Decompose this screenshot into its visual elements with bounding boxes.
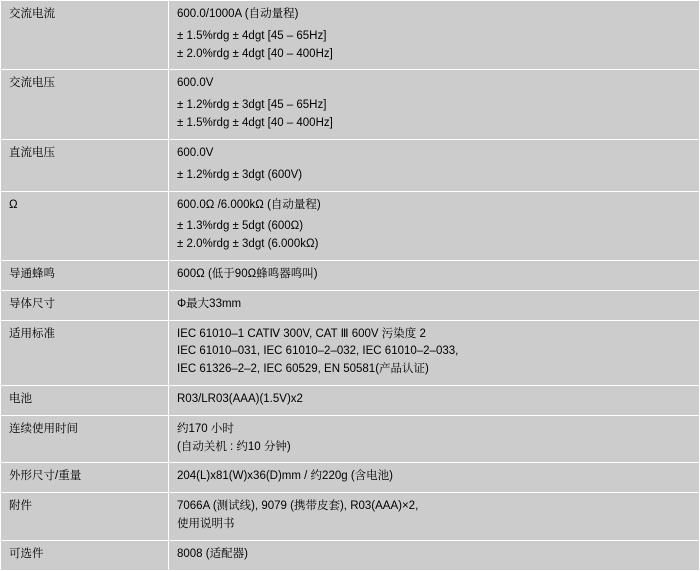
spec-label-text: 电池	[9, 393, 32, 405]
spec-label-text: 交流电压	[9, 77, 55, 90]
spec-value-line: Φ最大33mm	[177, 297, 242, 310]
table-row	[1, 290, 700, 320]
table-row	[1, 540, 700, 570]
table-row	[1, 320, 700, 385]
spec-value-line: 约170 小时	[177, 422, 234, 435]
spec-label-text: 直流电压	[9, 146, 55, 159]
spec-value-line: (自动关机 : 约10 分钟)	[177, 440, 291, 453]
spec-label-cell	[1, 139, 169, 191]
spec-value-cell	[169, 290, 700, 320]
spec-value-line: IEC 61010–1 CATⅣ 300V, CAT Ⅲ 600V 污染度 2	[177, 327, 426, 340]
spec-value-cell	[169, 386, 700, 416]
spec-value-line: ± 1.5%rdg ± 4dgt [45 – 65Hz]	[177, 29, 327, 42]
spec-label-text: 交流电流	[9, 8, 55, 20]
spec-value-line: 600.0Ω /6.000kΩ (自动量程)	[177, 198, 321, 211]
spec-value-cell	[169, 139, 700, 191]
spec-label-text: Ω	[9, 198, 18, 211]
table-row	[1, 191, 700, 260]
spec-value-line: IEC 61010–031, IEC 61010–2–032, IEC 61010–2–033,	[177, 345, 459, 358]
spec-label-cell	[1, 463, 169, 493]
spec-value-cell	[169, 493, 700, 541]
spec-value-line: ± 1.5%rdg ± 4dgt [40 – 400Hz]	[177, 117, 333, 130]
spec-value-line: 204(L)x81(W)x36(D)mm / 约220g (含电池)	[177, 470, 393, 483]
spec-value-line: ± 1.2%rdg ± 3dgt (600V)	[177, 168, 303, 181]
spec-label-cell	[1, 290, 169, 320]
spec-value-line: R03/LR03(AAA)(1.5V)x2	[177, 393, 303, 405]
spec-label-cell	[1, 320, 169, 385]
table-row	[1, 260, 700, 290]
spec-label-text: 导体尺寸	[9, 297, 55, 310]
spec-label-text: 附件	[9, 500, 32, 513]
spec-label-text: 连续使用时间	[9, 422, 78, 435]
spec-value-line: 使用说明书	[177, 518, 235, 531]
table-row	[1, 463, 700, 493]
spec-value-line: ± 1.2%rdg ± 3dgt [45 – 65Hz]	[177, 99, 327, 112]
table-row	[1, 1, 700, 70]
spec-value-line: 600.0V	[177, 77, 214, 90]
spec-label-cell	[1, 1, 169, 70]
spec-value-cell	[169, 415, 700, 463]
table-row	[1, 139, 700, 191]
spec-value-cell	[169, 463, 700, 493]
spec-value-line: ± 2.0%rdg ± 3dgt (6.000kΩ)	[177, 238, 319, 251]
spec-value-line: 8008 (适配器)	[177, 547, 248, 560]
spec-label-cell	[1, 260, 169, 290]
spec-label-text: 适用标准	[9, 327, 55, 340]
table-row	[1, 386, 700, 416]
spec-value-line: ± 2.0%rdg ± 4dgt [40 – 400Hz]	[177, 47, 333, 60]
spec-label-cell	[1, 70, 169, 139]
table-row	[1, 493, 700, 541]
spec-value-cell	[169, 540, 700, 570]
spec-label-cell	[1, 540, 169, 570]
spec-label-cell	[1, 415, 169, 463]
spec-label-text: 导通蜂鸣	[9, 267, 55, 280]
spec-value-line: 7066A (测试线), 9079 (携带皮套), R03(AAA)×2,	[177, 500, 419, 513]
spec-value-line: IEC 61326–2–2, IEC 60529, EN 50581(产品认证)	[177, 363, 429, 376]
spec-label-cell	[1, 386, 169, 416]
spec-label-text: 可选件	[9, 547, 44, 560]
spec-value-cell	[169, 1, 700, 70]
spec-value-line: 600.0/1000A (自动量程)	[177, 8, 299, 20]
table-row	[1, 70, 700, 139]
spec-label-text: 外形尺寸/重量	[9, 470, 82, 483]
table-row	[1, 415, 700, 463]
spec-value-cell	[169, 320, 700, 385]
spec-value-cell	[169, 70, 700, 139]
spec-label-cell	[1, 493, 169, 541]
specifications-table-body	[1, 1, 700, 571]
spec-value-cell	[169, 191, 700, 260]
spec-value-line: ± 1.3%rdg ± 5dgt (600Ω)	[177, 220, 304, 233]
spec-value-line: 600Ω (低于90Ω蜂鸣器鸣叫)	[177, 267, 318, 280]
spec-value-cell	[169, 260, 700, 290]
spec-label-cell	[1, 191, 169, 260]
spec-value-line: 600.0V	[177, 146, 214, 159]
